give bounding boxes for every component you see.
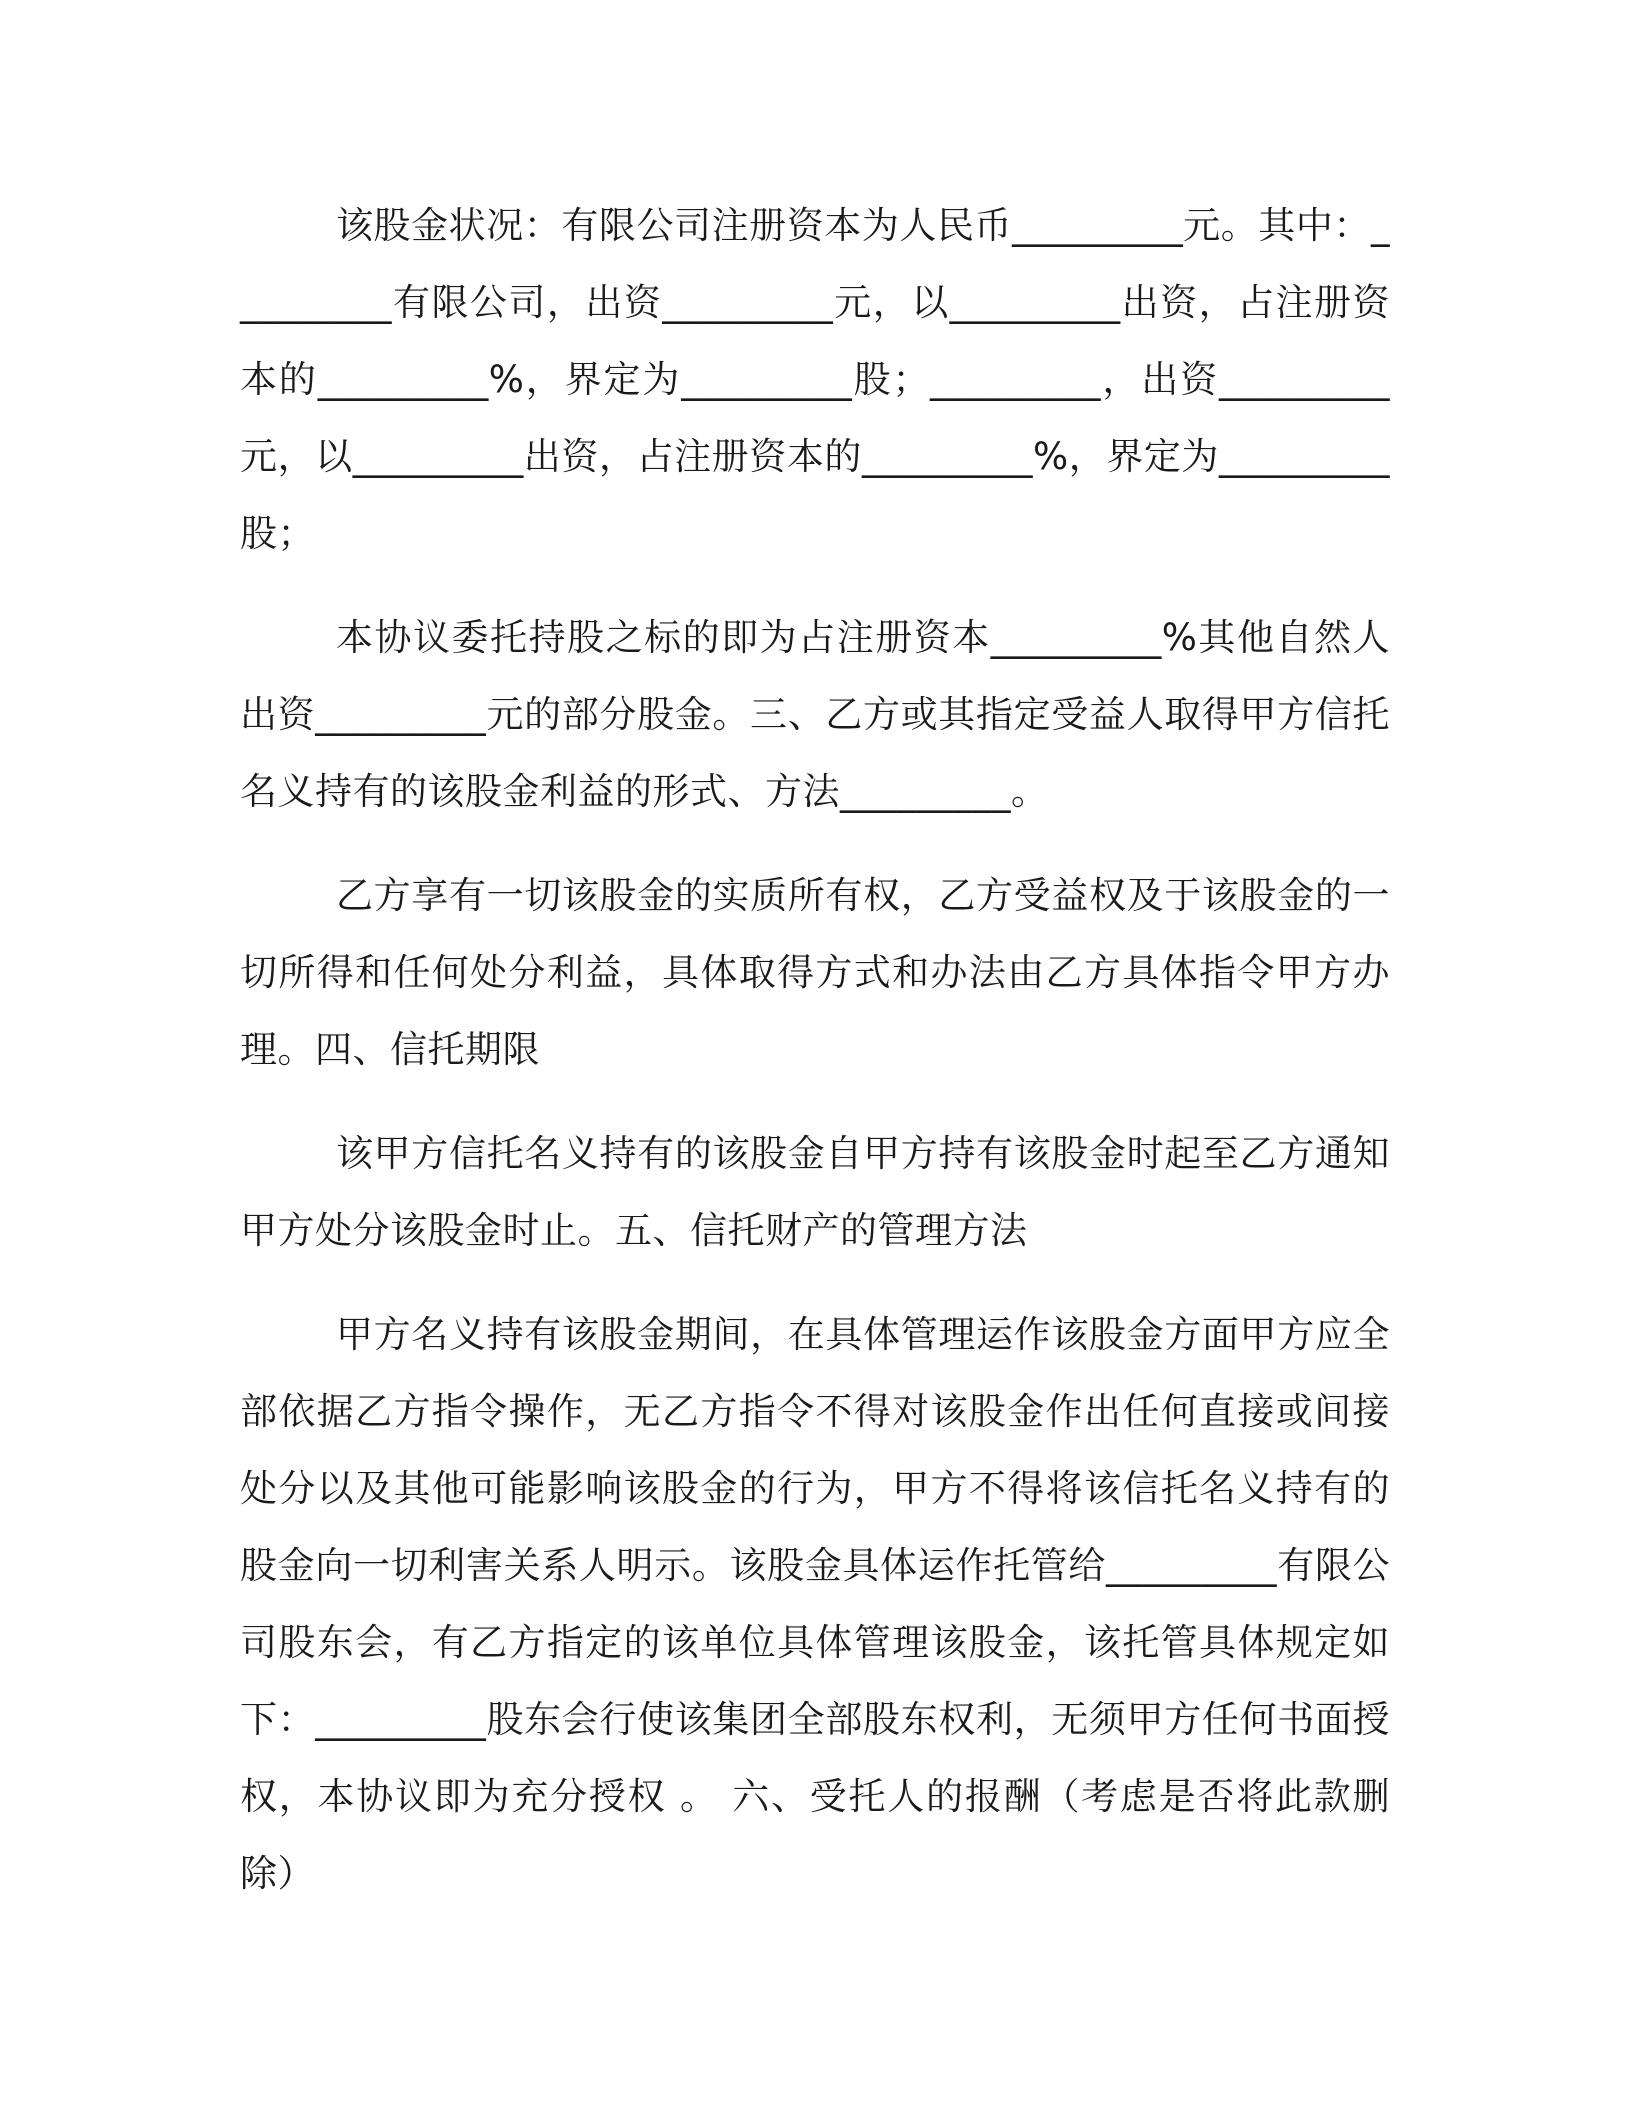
paragraph-gap — [240, 572, 1390, 599]
paragraph-trust-term: 该甲方信托名义持有的该股金自甲方持有该股金时起至乙方通知甲方处分该股金时止。五、信托财产的管理方法 — [240, 1132, 1390, 1252]
paragraph-gap — [240, 1269, 1390, 1296]
document-body — [240, 187, 1390, 1912]
paragraph-gap — [240, 1088, 1390, 1115]
paragraph-management: 甲方名义持有该股金期间，在具体管理运作该股金方面甲方应全部依据乙方指令操作，无乙方指令不得对该股金作出任何直接或间接处分以及其他可能影响该股金的行为，甲方不得将该信托名义持有的股金向一切利害关系人明示。该股金具体运作托管给_________有限公司股东会，有乙方指定的该单位具体管理该股金，该托管具体规定如下：_________股东会行使该集团全部股东权利，无须甲方任何书面授权，本协议即为充分授权 。 六、受托人的报酬（考虑是否将此款删除） — [240, 1313, 1390, 1895]
paragraph-ownership: 乙方享有一切该股金的实质所有权，乙方受益权及于该股金的一切所得和任何处分利益，具体取得方式和办法由乙方具体指令甲方办理。四、信托期限 — [240, 874, 1390, 1071]
paragraph-gap — [240, 830, 1390, 857]
paragraph-share-capital: 该股金状况：有限公司注册资本为人民币_________元。其中：_________有限公司，出资_________元，以_________出资，占注册资本的_________%，界定为_________股；_________，出资_________元，以_________出资，占注册资本的_________%，界定为_________股； — [240, 204, 1390, 555]
paragraph-entrusted-shares: 本协议委托持股之标的即为占注册资本_________%其他自然人出资_________元的部分股金。三、乙方或其指定受益人取得甲方信托名义持有的该股金利益的形式、方法_________。 — [240, 616, 1390, 813]
